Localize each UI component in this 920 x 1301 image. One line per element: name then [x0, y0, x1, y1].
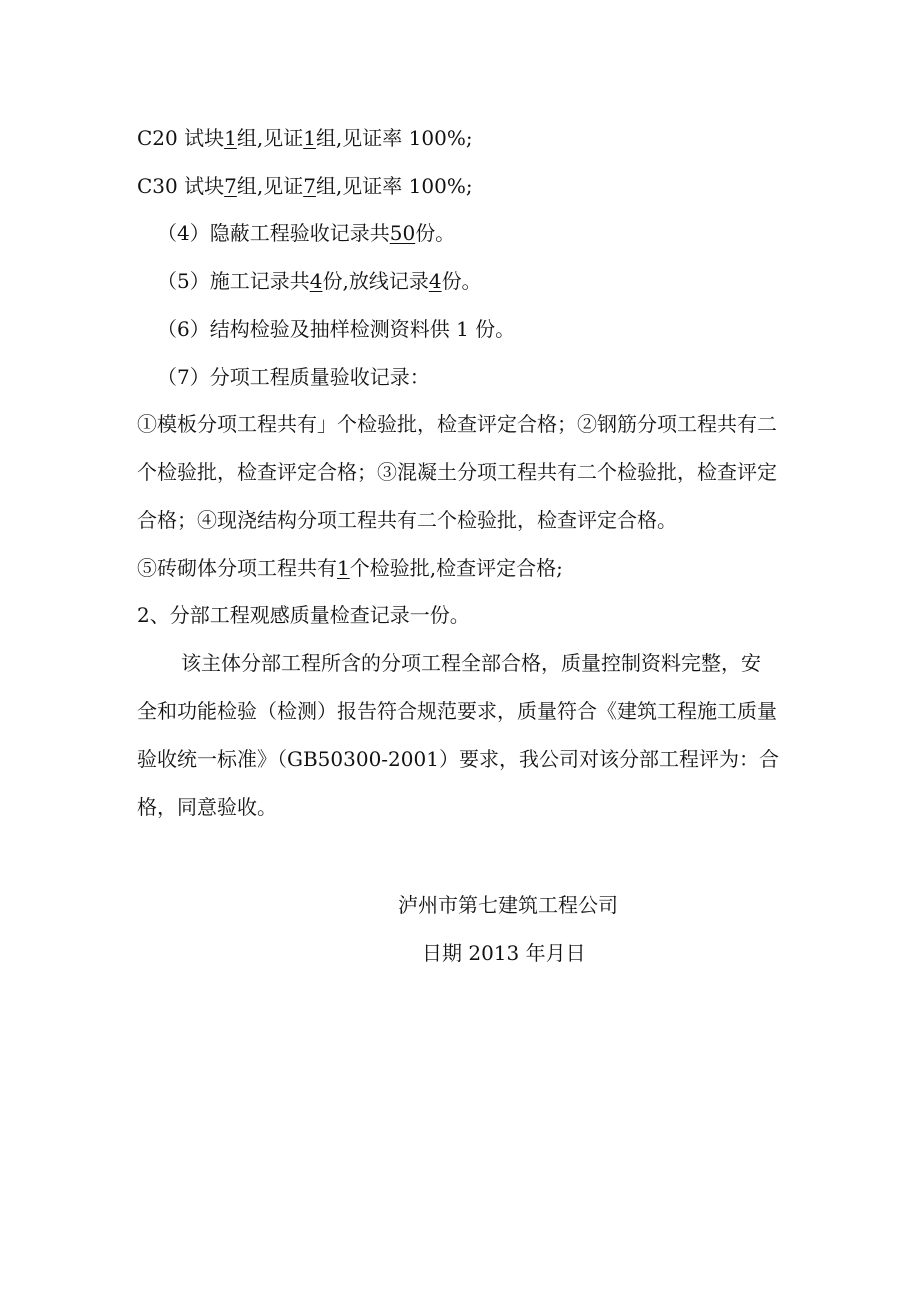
- structure-inspection-line: （6）结构检验及抽样检测资料供 1 份。: [157, 317, 516, 341]
- c20-test-line: [137, 126, 473, 150]
- c30-witness-count: 7: [303, 174, 316, 198]
- sub-item-records-heading: （7）分项工程质量验收记录：: [157, 365, 430, 389]
- text-segment: 份。: [415, 221, 456, 245]
- text-segment: 份,放线记录: [322, 269, 429, 293]
- c20-group-count: 1: [224, 126, 237, 150]
- company-name: 泸州市第七建筑工程公司: [398, 893, 618, 917]
- conclusion-line: 格，同意验收。: [137, 795, 277, 819]
- text-segment: C30 试块: [137, 174, 225, 198]
- text-segment: （4）隐蔽工程验收记录共: [157, 221, 390, 245]
- text-segment: （5）施工记录共: [157, 269, 310, 293]
- text-segment: 组,见证率 100%;: [315, 126, 473, 150]
- text-segment: 组,见证: [236, 126, 304, 150]
- observation-record-line: 2、分部工程观感质量检查记录一份。: [137, 603, 470, 627]
- construction-records-line: [157, 269, 482, 293]
- text-segment: 份。: [441, 269, 482, 293]
- conclusion-line: 验收统一标准》（GB50300-2001）要求，我公司对该分部工程评为：合: [137, 747, 779, 771]
- hidden-works-line: [157, 221, 455, 245]
- hidden-works-count: 50: [389, 221, 416, 245]
- c20-witness-count: 1: [303, 126, 316, 150]
- text-segment: 个检验批,检查评定合格;: [349, 556, 563, 580]
- paragraph-line: 个检验批，检查评定合格；③混凝土分项工程共有二个检验批，检查评定: [137, 460, 777, 484]
- text-segment: ⑤砖砌体分项工程共有: [137, 556, 337, 580]
- signature-date: 日期 2013 年月日: [422, 941, 586, 965]
- layout-record-count: 4: [428, 269, 442, 293]
- paragraph-line: 合格；④现浇结构分项工程共有二个检验批，检查评定合格。: [137, 508, 677, 532]
- text-segment: 组,见证率 100%;: [315, 174, 473, 198]
- conclusion-line: 全和功能检验（检测）报告符合规范要求，质量符合《建筑工程施工质量: [137, 699, 777, 723]
- construction-record-count: 4: [309, 269, 323, 293]
- masonry-batch-count: 1: [337, 556, 350, 580]
- c30-test-line: [137, 174, 473, 198]
- masonry-line: [137, 556, 563, 580]
- c30-group-count: 7: [224, 174, 237, 198]
- paragraph-line: ①模板分项工程共有」个检验批，检查评定合格；②钢筋分项工程共有二: [137, 412, 777, 436]
- text-segment: 组,见证: [236, 174, 304, 198]
- text-segment: C20 试块: [137, 126, 225, 150]
- conclusion-line: 该主体分部工程所含的分项工程全部合格，质量控制资料完整，安: [181, 651, 761, 675]
